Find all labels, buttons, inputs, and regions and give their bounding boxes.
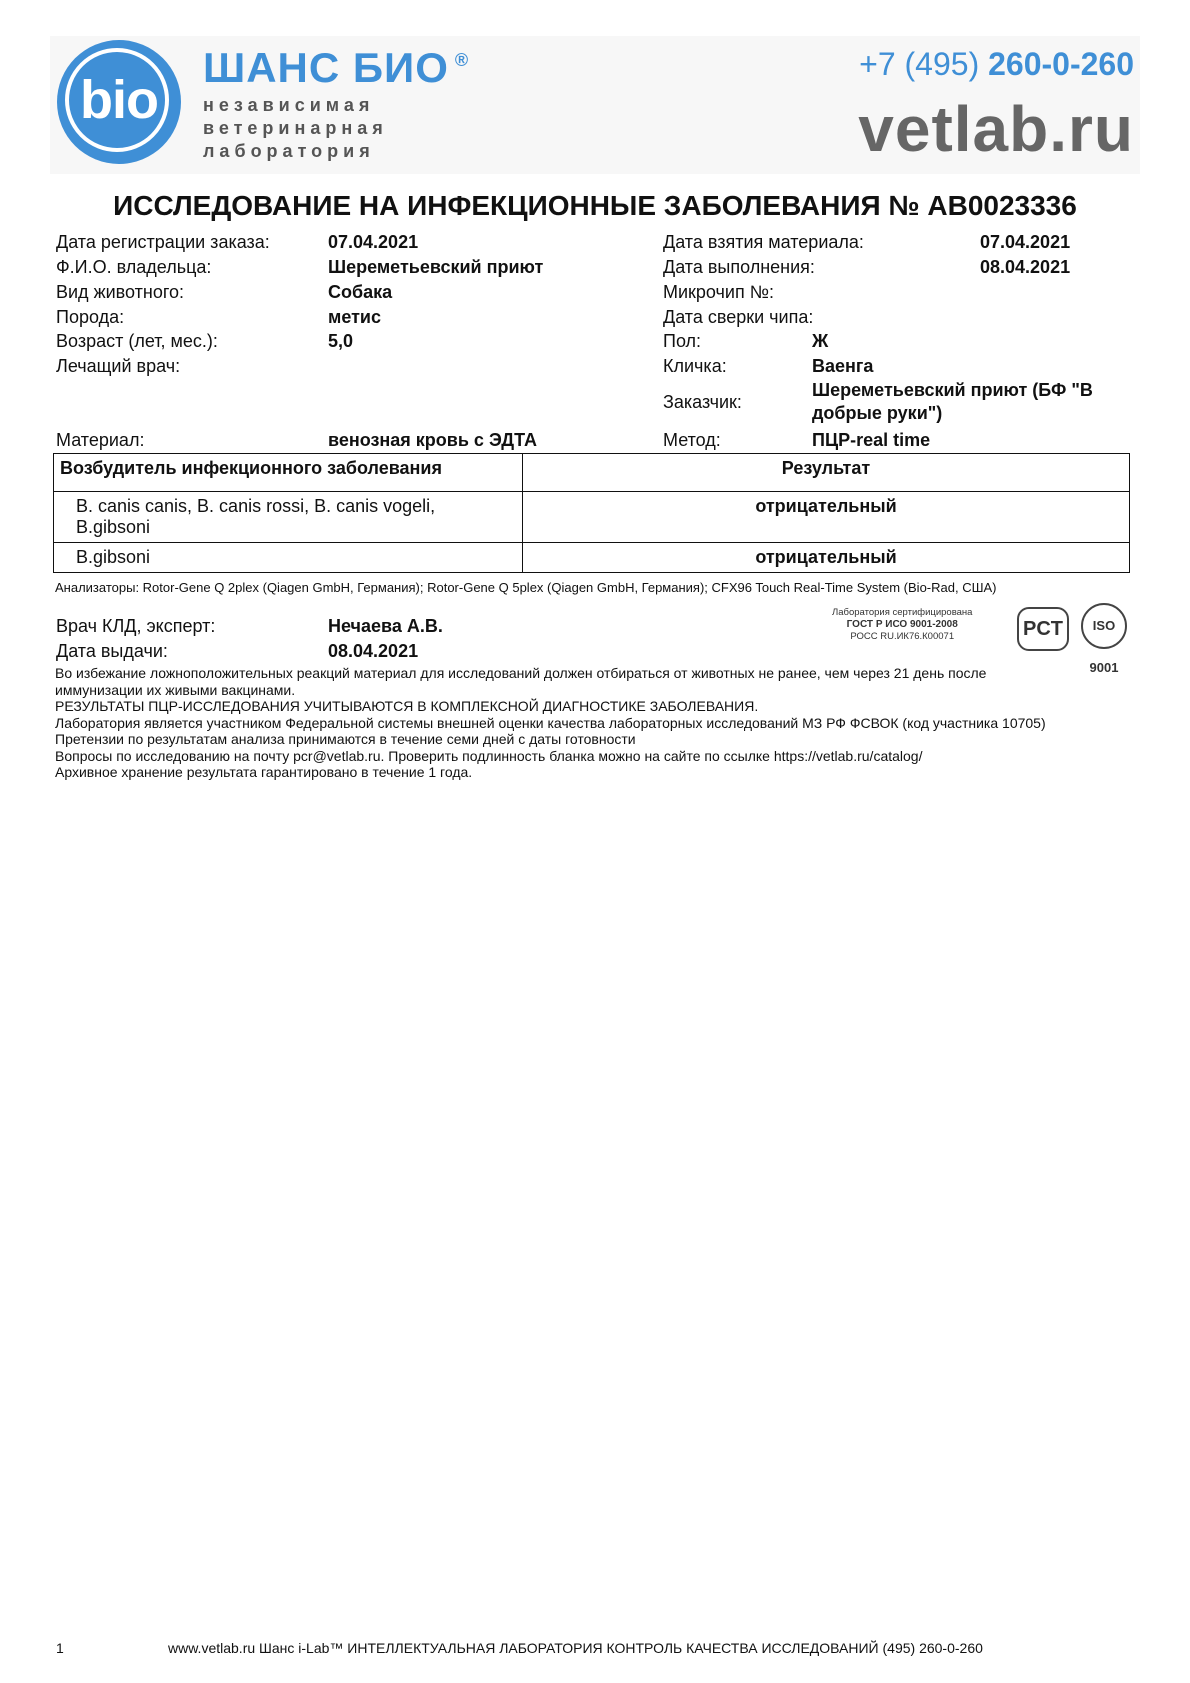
pct-mark-icon: PCT [1017,607,1069,651]
age-value: 5,0 [328,331,354,351]
brand-sub-line-3: лаборатория [203,141,375,161]
notes [55,665,1135,781]
customer-value-line-1: Шереметьевский приют (БФ "В [812,380,1093,400]
sex-value: Ж [812,331,829,351]
phone-number: 260-0-260 [988,46,1134,82]
pathogen-line-1: B. canis canis, B. canis rossi, B. canis vogeli, [76,496,436,516]
cert-line-1: Лаборатория сертифицирована [832,607,973,618]
iso-mark-icon: ISO 9001 [1081,603,1127,649]
header-pathogen: Возбудитель инфекционного заболевания [54,454,523,492]
brand-name-text: ШАНС БИО [203,44,449,91]
phone-prefix: +7 (495) [859,46,980,82]
result-cell: отрицательный [523,492,1130,543]
sex-label: Пол: [663,331,702,351]
note-line: Претензии по результатам анализа принимаются в течение семи дней с даты готовности [55,731,636,747]
customer-value-line-2: добрые руки") [812,403,943,423]
breed-value: метис [328,307,381,327]
note-line: иммунизации их живыми вакцинами. [55,681,296,698]
brand-sub-line-1: независимая [203,95,375,115]
pathogen-cell: B.gibsoni [54,543,523,573]
certification-text [832,607,972,643]
done-date-value: 08.04.2021 [980,257,1071,277]
issue-date-label: Дата выдачи: [56,641,168,661]
table-row [54,543,1130,573]
reg-date-label: Дата регистрации заказа: [56,232,270,252]
material-label: Материал: [56,430,145,450]
note-line: Во избежание ложноположительных реакций материал для исследований должен отбираться от животных не ранее, чем через 21 день после [55,665,987,681]
material-value: венозная кровь с ЭДТА [328,430,537,450]
note-line: Лаборатория является участником Федеральной системы внешней оценки качества лабораторных исследований МЗ РФ ФСВОК (код участника 10705) [55,714,1046,731]
note-line: РЕЗУЛЬТАТЫ ПЦР-ИССЛЕДОВАНИЯ УЧИТЫВАЮТСЯ В КОМПЛЕКСНОЙ ДИАГНОСТИКЕ ЗАБОЛЕВАНИЯ. [55,698,759,714]
bio-logo [57,40,181,164]
brand-name [203,44,469,92]
species-value: Собака [328,282,393,302]
breed-label: Порода: [56,307,125,327]
age-label: Возраст (лет, мес.): [56,331,218,351]
microchip-label: Микрочип №: [663,282,775,302]
results-table [53,453,1130,573]
nickname-value: Ваенга [812,356,874,376]
logo-text: bio [80,70,158,130]
expert-value: Нечаева А.В. [328,616,443,636]
nickname-label: Кличка: [663,356,727,376]
result-cell: отрицательный [523,543,1130,573]
pathogen-line-2: B.gibsoni [76,517,151,537]
footer-text: www.vetlab.ru Шанс i-Lab™ ИНТЕЛЛЕКТУАЛЬНАЯ ЛАБОРАТОРИЯ КОНТРОЛЬ КАЧЕСТВА ИССЛЕДОВАНИЙ (495) 260-0-260 [168,1640,983,1656]
customer-label: Заказчик: [663,392,742,412]
note-line: Вопросы по исследованию на почту pcr@vetlab.ru. Проверить подлинность бланка можно на сайте по ссылке https://vetlab.ru/catalog/ [55,747,923,764]
species-label: Вид животного: [56,282,185,302]
registered-mark: ® [454,50,470,70]
method-value: ПЦР-real time [812,430,931,450]
brand-sub-line-2: ветеринарная [203,118,388,138]
issue-date-value: 08.04.2021 [328,641,419,661]
table-header-row [54,454,1130,492]
header-result: Результат [523,454,1130,492]
sample-date-value: 07.04.2021 [980,232,1071,252]
reg-date-value: 07.04.2021 [328,232,419,252]
owner-label: Ф.И.О. владельца: [56,257,212,277]
page-title: ИССЛЕДОВАНИЕ НА ИНФЕКЦИОННЫЕ ЗАБОЛЕВАНИЯ № АВ0023336 [113,190,1077,221]
chip-check-label: Дата сверки чипа: [663,307,814,327]
doctor-label: Лечащий врач: [56,356,181,376]
owner-value: Шереметьевский приют [328,257,544,277]
sample-date-label: Дата взятия материала: [663,232,864,252]
analyzers-note: Анализаторы: Rotor-Gene Q 2plex (Qiagen GmbH, Германия); Rotor-Gene Q 5plex (Qiagen GmbH, Германия); CFX96 Touch Real-Time System (Bio-Rad, США) [55,580,997,595]
done-date-label: Дата выполнения: [663,257,815,277]
cert-line-3: РОСС RU.ИК76.К00071 [850,631,955,642]
note-line: Архивное хранение результата гарантировано в течение 1 года. [55,764,473,780]
site-logo: vetlab.ru [858,93,1134,165]
expert-label: Врач КЛД, эксперт: [56,616,216,636]
pathogen-cell [54,492,523,543]
table-row [54,492,1130,543]
phone [859,46,1134,83]
method-label: Метод: [663,430,721,450]
cert-line-2: ГОСТ Р ИСО 9001-2008 [846,619,958,630]
page-number: 1 [56,1640,64,1656]
